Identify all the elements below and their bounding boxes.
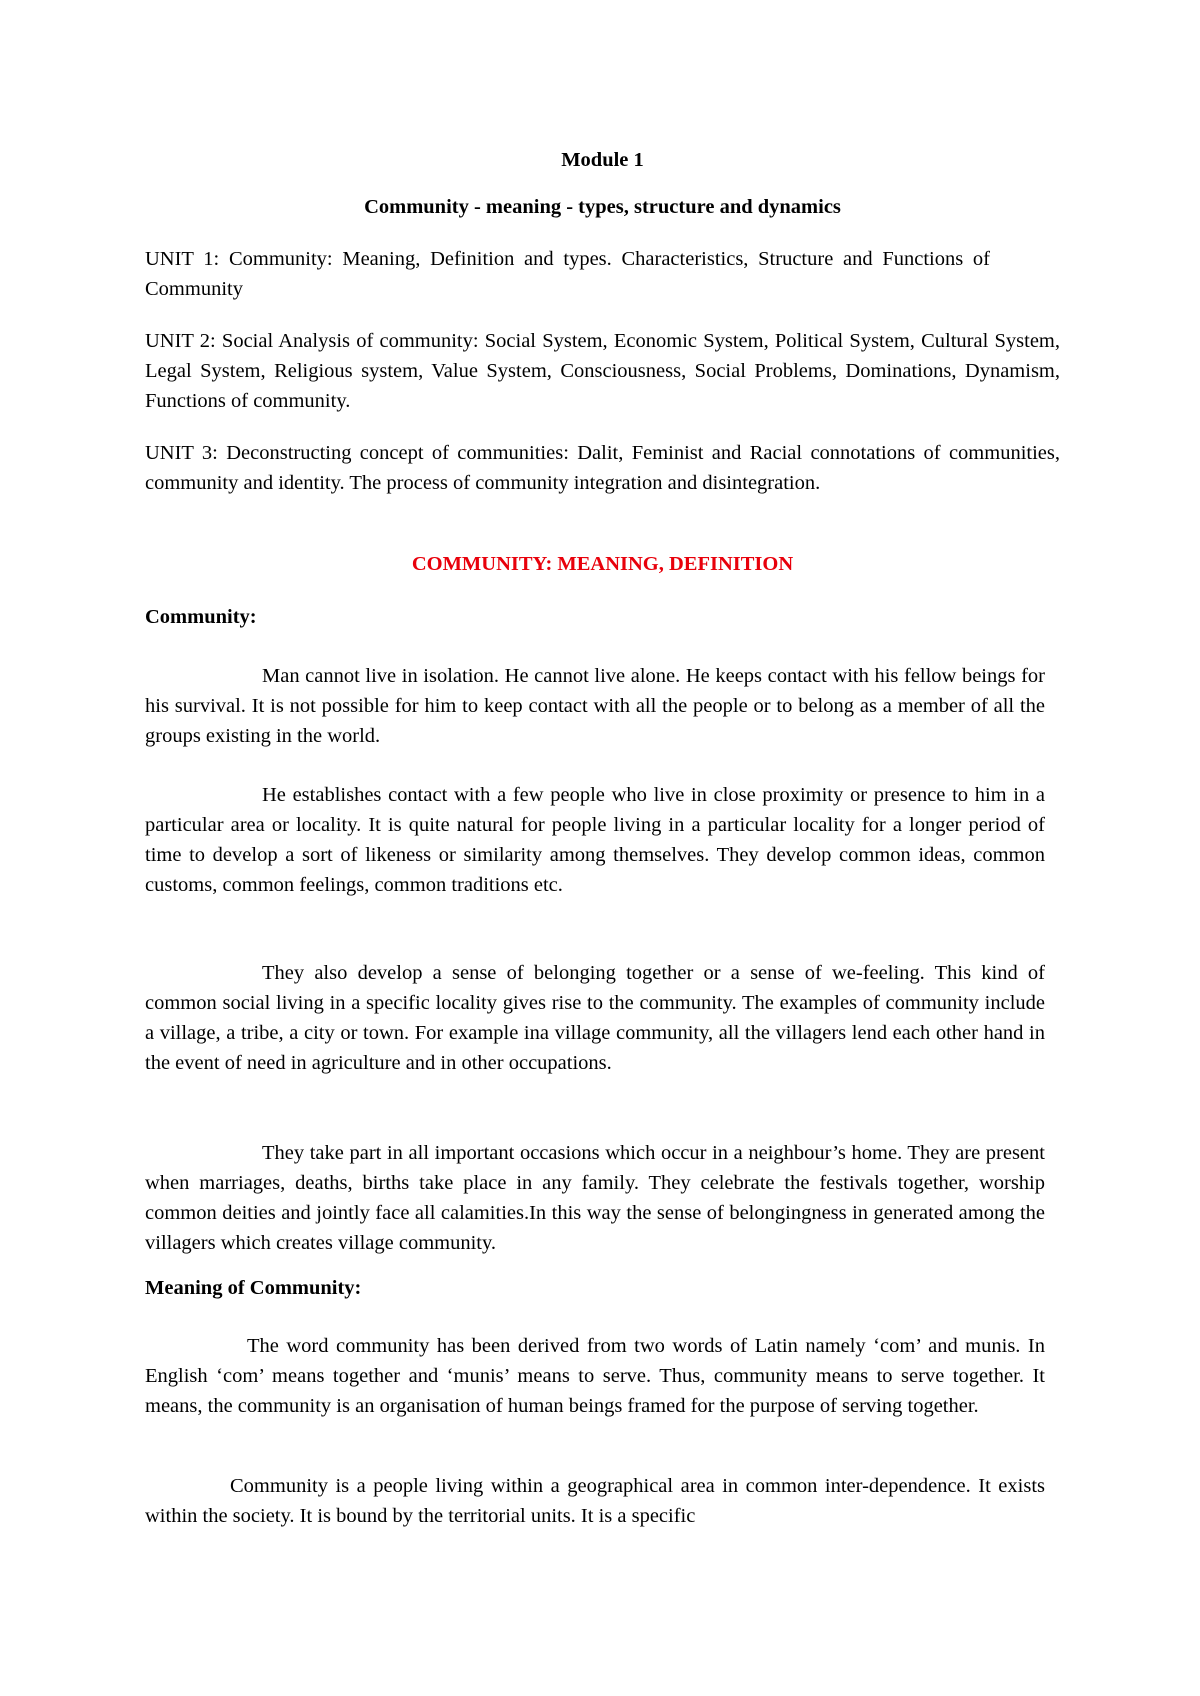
meaning-label: Meaning of Community: xyxy=(145,1277,362,1299)
community-label: Community: xyxy=(145,606,257,628)
community-paragraph-2: He establishes contact with a few people who live in close proximity or presence to him in a particular area or locality. It is quite natural for people living in a particular locality for a longer period of time to develop a sort of likeness or similarity among themselves. They develop common ideas, common customs, common feelings, common traditions etc. xyxy=(145,784,1045,896)
module-title: Module 1 xyxy=(561,149,644,171)
meaning-paragraph-1: The word community has been derived from two words of Latin namely ‘com’ and munis. In English ‘com’ means together and ‘munis’ means to serve. Thus, community means to serve together. It means, the community is an organisation of human beings framed for the purpose of serving together. xyxy=(145,1335,1045,1417)
section-heading: COMMUNITY: MEANING, DEFINITION xyxy=(411,553,794,575)
community-paragraph-4: They take part in all important occasions which occur in a neighbour’s home. They are present when marriages, deaths, births take place in any family. They celebrate the festivals together, worship common deities and jointly face all calamities.In this way the sense of belongingness in generated among the villagers which creates village community. xyxy=(145,1142,1045,1254)
module-subtitle: Community - meaning - types, structure and dynamics xyxy=(364,196,841,218)
unit-2-text: UNIT 2: Social Analysis of community: Social System, Economic System, Political System, Cultural System, Legal System, Religious system, Value System, Consciousness, Social Problems, Dominations, Dynamism, Functions of community. xyxy=(145,330,1060,412)
meaning-paragraph-2: Community is a people living within a geographical area in common inter-dependence. It exists within the society. It is bound by the territorial units. It is a specific xyxy=(145,1475,1045,1527)
community-paragraph-3: They also develop a sense of belonging together or a sense of we-feeling. This kind of common social living in a specific locality gives rise to the community. The examples of community include a village, a tribe, a city or town. For example ina village community, all the villagers lend each other hand in the event of need in agriculture and in other occupations. xyxy=(145,962,1045,1074)
unit-1-text: UNIT 1: Community: Meaning, Definition and types. Characteristics, Structure and Functions of Community xyxy=(145,248,990,300)
community-paragraph-1: Man cannot live in isolation. He cannot live alone. He keeps contact with his fellow beings for his survival. It is not possible for him to keep contact with all the people or to belong as a member of all the groups existing in the world. xyxy=(145,665,1045,747)
unit-3-text: UNIT 3: Deconstructing concept of communities: Dalit, Feminist and Racial connotations of communities, community and identity. The process of community integration and disintegration. xyxy=(145,442,1060,494)
